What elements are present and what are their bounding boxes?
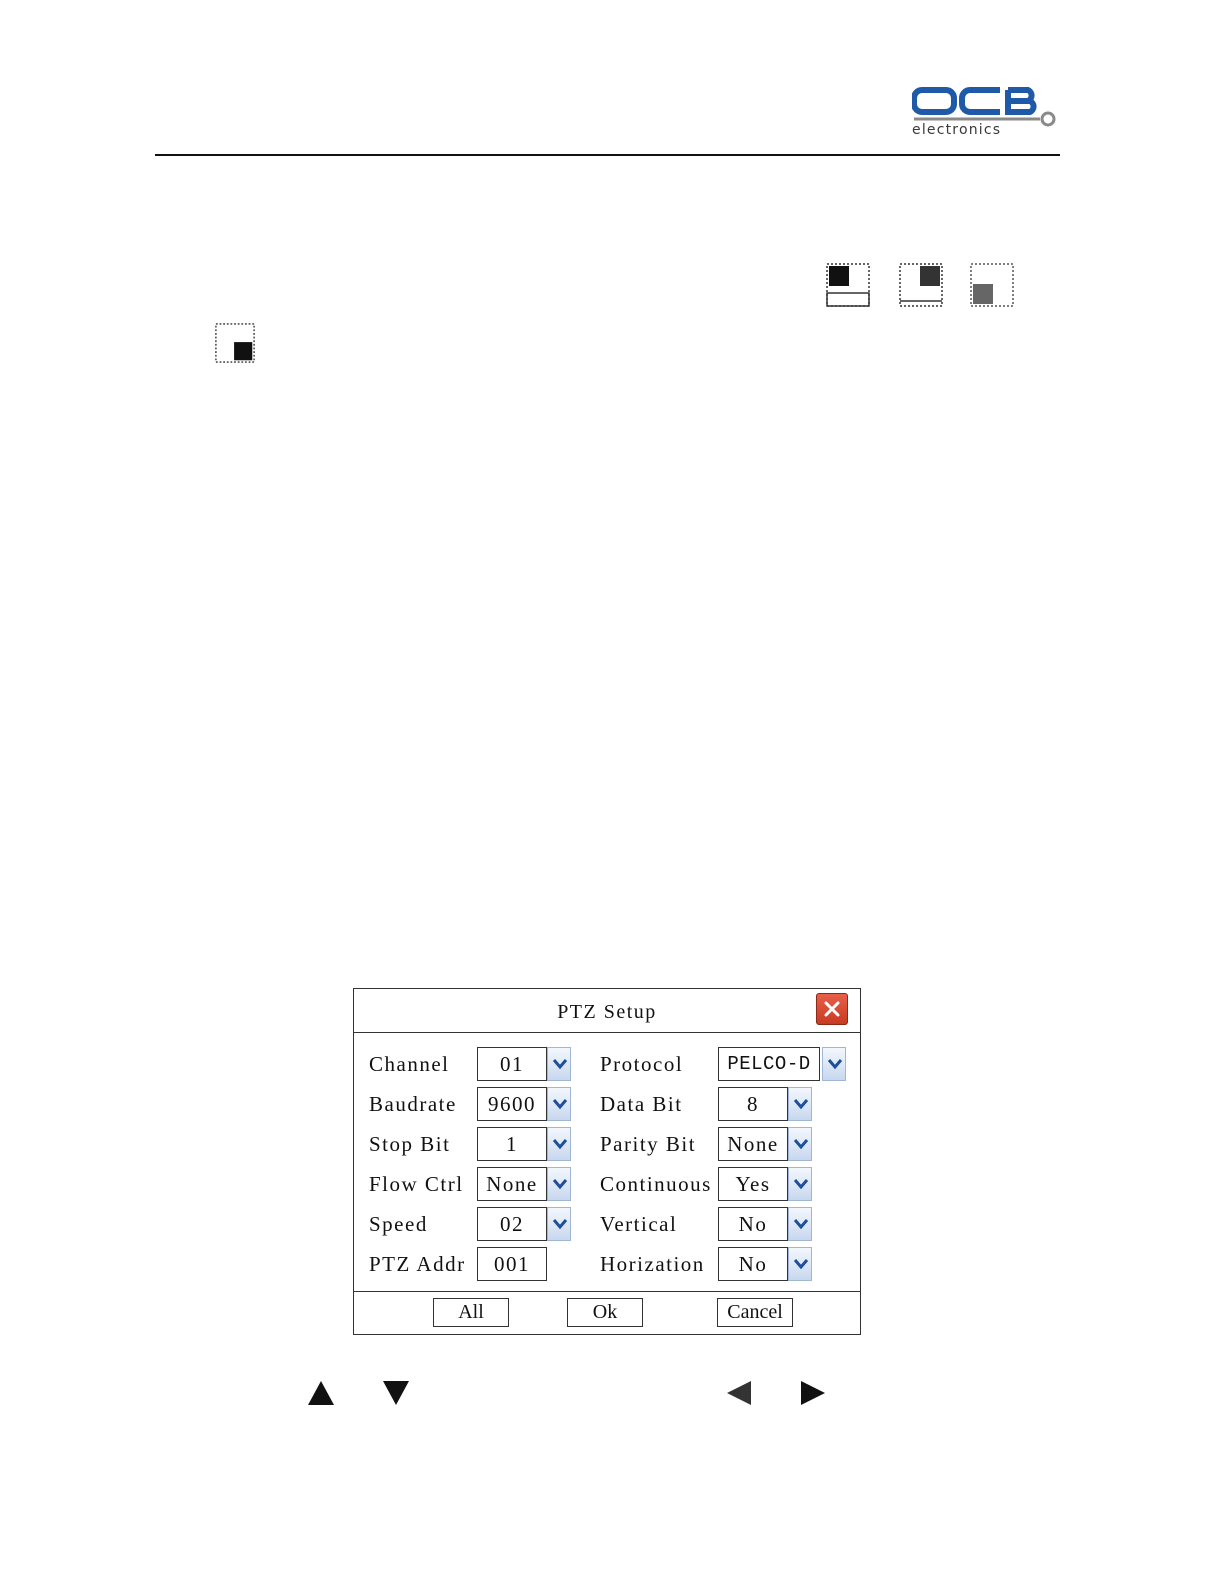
dialog-footer-divider: [354, 1291, 860, 1292]
data-bit-select[interactable]: 8: [718, 1087, 788, 1121]
ptz-setup-dialog: [353, 988, 861, 1335]
parity-bit-label: Parity Bit: [600, 1132, 697, 1156]
dialog-title-bar: [354, 989, 860, 1033]
top-right-quadrant-icon: [899, 263, 943, 307]
vertical-dropdown-button[interactable]: [788, 1207, 812, 1241]
continuous-label: Continuous: [600, 1172, 712, 1196]
bottom-right-quadrant-icon: [215, 323, 255, 363]
parity-bit-dropdown-button[interactable]: [788, 1127, 812, 1161]
baudrate-label: Baudrate: [369, 1092, 457, 1116]
chevron-down-icon: [552, 1218, 568, 1230]
speed-select[interactable]: 02: [477, 1207, 547, 1241]
close-icon: [824, 1001, 840, 1017]
stop-bit-label: Stop Bit: [369, 1132, 451, 1156]
chevron-down-icon: [552, 1138, 568, 1150]
vertical-label: Vertical: [600, 1212, 678, 1236]
flow-ctrl-label: Flow Ctrl: [369, 1172, 464, 1196]
cancel-button[interactable]: Cancel: [717, 1298, 793, 1327]
protocol-label: Protocol: [600, 1052, 684, 1076]
dialog-title: PTZ Setup: [557, 1001, 657, 1023]
right-arrow-icon: [800, 1380, 826, 1406]
bottom-left-quadrant-icon: [970, 263, 1014, 307]
chevron-down-icon: [793, 1138, 809, 1150]
protocol-dropdown-button[interactable]: [822, 1047, 846, 1081]
data-bit-dropdown-button[interactable]: [788, 1087, 812, 1121]
continuous-select[interactable]: Yes: [718, 1167, 788, 1201]
horization-dropdown-button[interactable]: [788, 1247, 812, 1281]
top-left-quadrant-icon: [826, 263, 870, 307]
chevron-down-icon: [793, 1098, 809, 1110]
continuous-dropdown-button[interactable]: [788, 1167, 812, 1201]
horization-select[interactable]: No: [718, 1247, 788, 1281]
ok-button[interactable]: Ok: [567, 1298, 643, 1327]
data-bit-label: Data Bit: [600, 1092, 683, 1116]
stop-bit-dropdown-button[interactable]: [547, 1127, 571, 1161]
flow-ctrl-select[interactable]: None: [477, 1167, 547, 1201]
horization-label: Horization: [600, 1252, 705, 1276]
channel-select[interactable]: 01: [477, 1047, 547, 1081]
vertical-select[interactable]: No: [718, 1207, 788, 1241]
left-arrow-icon: [726, 1380, 752, 1406]
parity-bit-select[interactable]: None: [718, 1127, 788, 1161]
channel-dropdown-button[interactable]: [547, 1047, 571, 1081]
close-button[interactable]: [816, 993, 848, 1025]
header-divider: [155, 154, 1060, 156]
down-arrow-icon: [382, 1380, 410, 1406]
stop-bit-select[interactable]: 1: [477, 1127, 547, 1161]
logo-subtitle: electronics: [912, 122, 1002, 138]
chevron-down-icon: [793, 1178, 809, 1190]
chevron-down-icon: [552, 1178, 568, 1190]
chevron-down-icon: [827, 1058, 843, 1070]
speed-dropdown-button[interactable]: [547, 1207, 571, 1241]
ptz-addr-label: PTZ Addr: [369, 1252, 466, 1276]
baudrate-select[interactable]: 9600: [477, 1087, 547, 1121]
chevron-down-icon: [793, 1218, 809, 1230]
channel-label: Channel: [369, 1052, 450, 1076]
chevron-down-icon: [552, 1058, 568, 1070]
flow-ctrl-dropdown-button[interactable]: [547, 1167, 571, 1201]
ptz-addr-input[interactable]: 001: [477, 1247, 547, 1281]
baudrate-dropdown-button[interactable]: [547, 1087, 571, 1121]
chevron-down-icon: [552, 1098, 568, 1110]
up-arrow-icon: [307, 1380, 335, 1406]
all-button[interactable]: All: [433, 1298, 509, 1327]
protocol-select[interactable]: PELCO-D: [718, 1047, 820, 1081]
chevron-down-icon: [793, 1258, 809, 1270]
speed-label: Speed: [369, 1212, 428, 1236]
